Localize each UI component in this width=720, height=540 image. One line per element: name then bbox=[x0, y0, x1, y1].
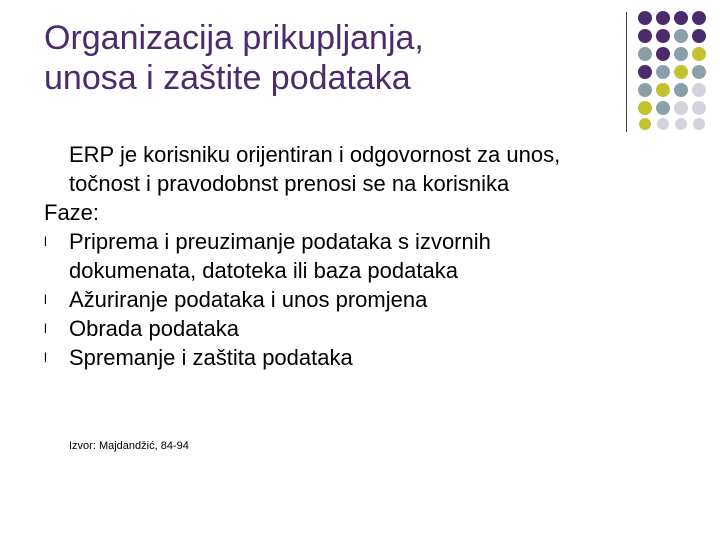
dot bbox=[692, 11, 706, 25]
dot bbox=[674, 47, 688, 61]
bullet-icon: l bbox=[44, 234, 47, 249]
dot bbox=[692, 83, 706, 97]
decorative-dot-grid bbox=[637, 10, 720, 130]
dot bbox=[638, 83, 652, 97]
dot bbox=[692, 29, 706, 43]
list-item-line-2: dokumenata, datoteka ili baza podataka bbox=[69, 258, 458, 283]
list-item bbox=[44, 227, 704, 285]
list-item bbox=[44, 343, 704, 372]
bullet-icon: l bbox=[44, 350, 47, 365]
dot bbox=[693, 118, 705, 130]
dot bbox=[638, 11, 652, 25]
dot bbox=[674, 83, 688, 97]
dot bbox=[656, 47, 670, 61]
dot bbox=[638, 101, 652, 115]
source-citation: Izvor: Majdandžić, 84-94 bbox=[69, 440, 189, 452]
dot bbox=[657, 118, 669, 130]
title-line-2: unosa i zaštite podataka bbox=[44, 59, 411, 97]
dot bbox=[656, 101, 670, 115]
list-item bbox=[44, 285, 704, 314]
slide-title bbox=[44, 18, 604, 98]
dot bbox=[692, 101, 706, 115]
dot bbox=[638, 65, 652, 79]
title-divider bbox=[626, 12, 627, 132]
intro-line-2: točnost i pravodobnst prenosi se na korisnika bbox=[69, 171, 510, 196]
dot bbox=[656, 29, 670, 43]
list-item-line-1: Priprema i preuzimanje podataka s izvornih bbox=[69, 229, 491, 254]
slide-body bbox=[44, 140, 704, 372]
list-item bbox=[44, 314, 704, 343]
title-line-1: Organizacija prikupljanja, bbox=[44, 19, 424, 57]
dot bbox=[638, 47, 652, 61]
phases-label: Faze: bbox=[44, 200, 100, 225]
dot bbox=[692, 47, 706, 61]
dot bbox=[638, 29, 652, 43]
list-item-text: Spremanje i zaštita podataka bbox=[69, 345, 353, 370]
intro-line-1: ERP je korisniku orijentiran i odgovornost za unos, bbox=[69, 142, 561, 167]
dot bbox=[656, 65, 670, 79]
dot bbox=[674, 11, 688, 25]
dot bbox=[639, 118, 651, 130]
bullet-icon: l bbox=[44, 321, 47, 336]
dot bbox=[656, 11, 670, 25]
dot bbox=[656, 83, 670, 97]
dot bbox=[692, 65, 706, 79]
list-item-text: Ažuriranje podataka i unos promjena bbox=[69, 287, 428, 312]
dot bbox=[674, 101, 688, 115]
list-item-text: Obrada podataka bbox=[69, 316, 240, 341]
bullet-icon: l bbox=[44, 292, 47, 307]
dot bbox=[675, 118, 687, 130]
dot bbox=[674, 65, 688, 79]
intro-paragraph bbox=[44, 140, 704, 198]
dot bbox=[674, 29, 688, 43]
